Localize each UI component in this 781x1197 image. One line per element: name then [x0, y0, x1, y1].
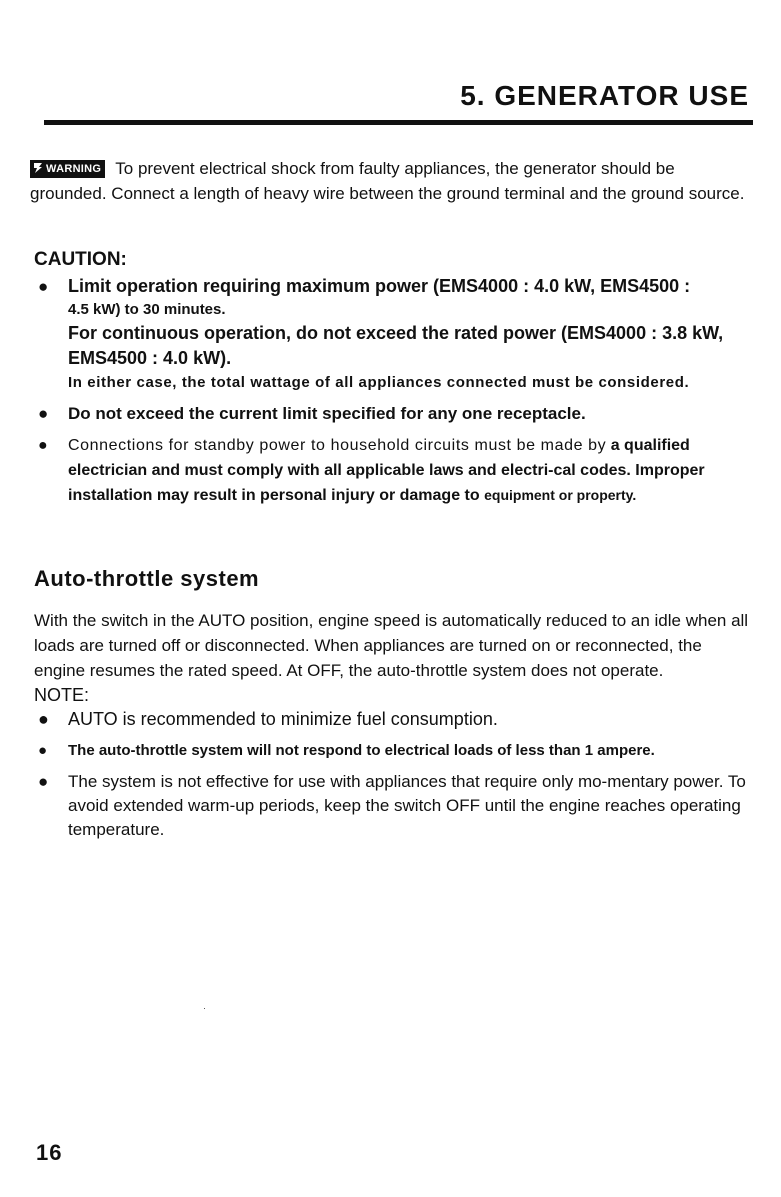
note-heading: NOTE: — [34, 685, 90, 705]
bullet-icon: ● — [38, 742, 48, 759]
scan-speck — [204, 1008, 205, 1009]
section-paragraph: With the switch in the AUTO position, engine speed is automatically reduced to an idle when all loads are turned off or disconnected. When appliances are turned on or reconnected, the engine resumes the rated speed. At OFF, the auto-throttle system does not operate. — [34, 611, 749, 680]
caution-item-3-part-1: Connections for standby power to household circuits must be made by — [68, 437, 607, 454]
caution-item-1-line-2: 4.5 kW) to 30 minutes. — [68, 301, 226, 318]
caution-block — [34, 248, 764, 514]
warning-block — [30, 156, 752, 206]
caution-item-receptacle — [34, 401, 764, 427]
caution-item-3-part-3: equipment or property. — [484, 487, 637, 503]
warning-text: To prevent electrical shock from faulty appliances, the generator should be grounded. Connect a length of heavy wire between the ground terminal and the ground source. — [30, 159, 745, 203]
note-list — [34, 707, 756, 842]
note-item — [34, 738, 756, 764]
note-item-text: The auto-throttle system will not respond to electrical loads of less than 1 ampere. — [68, 742, 655, 759]
section-heading: Auto-throttle system — [34, 566, 260, 591]
warning-badge — [30, 160, 105, 178]
caution-item-1-line-3: For continuous operation, do not exceed the rated power (EMS4000 : 3.8 kW, EMS4500 : 4.0 kW). — [68, 323, 724, 368]
caution-item-3-part-2: a qualified electrician and must comply with all applicable laws and electri-cal codes. Improper installation may result in personal injury or damage to — [68, 437, 705, 504]
note-item-text: AUTO is recommended to minimize fuel consumption. — [68, 709, 498, 729]
note-item-text: The system is not effective for use with appliances that require only mo-mentary power. To avoid extended warm-up periods, keep the switch OFF until the engine reaches operating temperature. — [68, 772, 746, 839]
caution-item-power-limit — [34, 274, 764, 395]
caution-item-1-line-1: Limit operation requiring maximum power (EMS4000 : 4.0 kW, EMS4500 : — [68, 276, 691, 296]
page-number: 16 — [36, 1140, 63, 1165]
bullet-icon: ● — [38, 709, 49, 729]
bullet-icon: ● — [38, 437, 48, 454]
section-body — [34, 608, 756, 848]
note-item — [34, 770, 756, 842]
warning-badge-label: WARNING — [46, 163, 102, 175]
bullet-icon: ● — [38, 277, 49, 296]
caution-item-2-text: Do not exceed the current limit specified for any one receptacle. — [68, 404, 586, 423]
bullet-icon: ● — [38, 772, 49, 791]
caution-heading: CAUTION: — [34, 249, 127, 270]
bullet-icon: ● — [38, 404, 49, 423]
page-title: 5. GENERATOR USE — [460, 80, 749, 111]
caution-list — [34, 274, 764, 508]
note-item — [34, 707, 756, 732]
shock-hazard-icon — [32, 162, 44, 174]
title-rule — [44, 120, 753, 125]
caution-item-standby — [34, 433, 764, 508]
caution-item-1-line-4: In either case, the total wattage of all appliances connected must be considered. — [68, 374, 690, 391]
